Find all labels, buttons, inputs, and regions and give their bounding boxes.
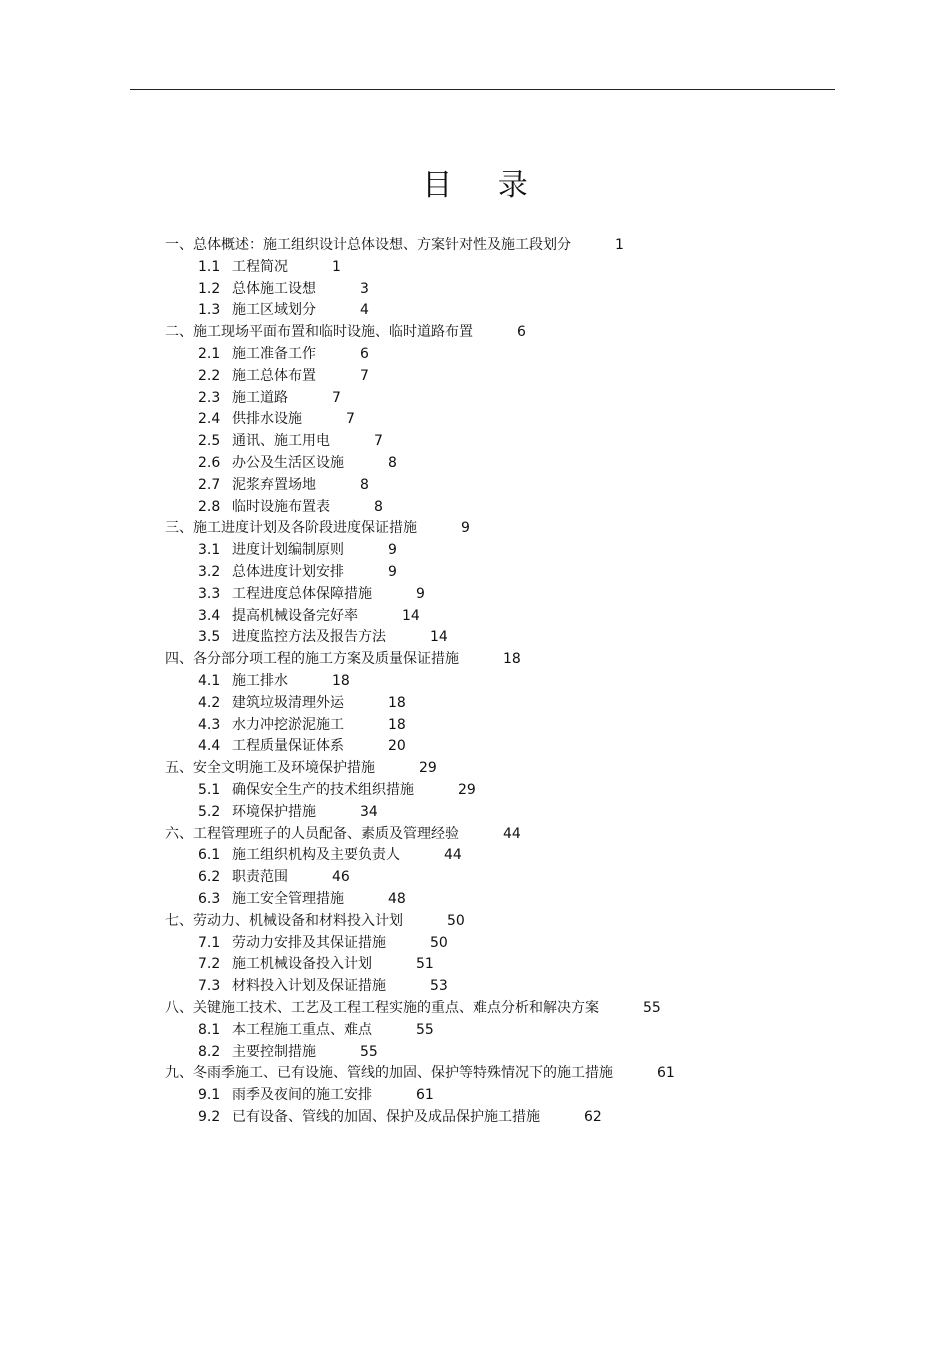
toc-entry-title: 二、施工现场平面布置和临时设施、临时道路布置	[165, 324, 473, 341]
toc-entry-title: 环境保护措施	[232, 803, 316, 820]
toc-entry-title: 九、冬雨季施工、已有设施、管线的加固、保护等特殊情况下的施工措施	[165, 1065, 613, 1082]
toc-page-number: 55	[416, 1021, 434, 1038]
toc-section-entry	[198, 802, 378, 822]
toc-entry-title: 七、劳动力、机械设备和材料投入计划	[165, 912, 403, 929]
toc-chapter-entry	[165, 911, 465, 931]
toc-page-number: 7	[332, 389, 341, 406]
toc-section-entry	[198, 475, 369, 495]
toc-entry-title: 工程简况	[232, 258, 288, 275]
toc-section-number: 1.2	[198, 280, 221, 297]
toc-section-number: 9.2	[198, 1109, 221, 1125]
toc-section-entry	[198, 780, 476, 800]
toc-page-number: 50	[447, 912, 465, 929]
toc-section-entry	[198, 344, 369, 364]
toc-section-number: 2.3	[198, 389, 221, 406]
toc-section-entry	[198, 409, 355, 429]
toc-page-number: 14	[402, 607, 420, 624]
toc-page-number: 55	[360, 1043, 378, 1060]
toc-entry-title: 施工总体布置	[232, 367, 316, 384]
toc-page-number: 7	[374, 433, 383, 450]
toc-chapter-entry	[165, 824, 521, 844]
toc-page-number: 46	[332, 869, 350, 886]
toc-section-number: 8.2	[198, 1043, 221, 1060]
toc-page-number: 1	[332, 258, 341, 275]
toc-section-number: 6.3	[198, 891, 221, 907]
toc-entry-title: 劳动力安排及其保证措施	[232, 934, 386, 951]
toc-section-entry	[198, 671, 350, 691]
toc-entry-title: 施工机械设备投入计划	[232, 956, 372, 973]
toc-section-entry	[198, 693, 406, 713]
toc-entry-title: 职责范围	[232, 869, 288, 886]
toc-section-number: 5.2	[198, 803, 221, 820]
toc-section-number: 2.7	[198, 476, 221, 493]
toc-section-number: 7.3	[198, 978, 221, 995]
toc-entry-title: 施工区域划分	[232, 302, 316, 319]
toc-section-number: 3.2	[198, 564, 221, 580]
toc-section-entry	[198, 540, 397, 560]
toc-entry-title: 材料投入计划及保证措施	[232, 978, 386, 995]
toc-page-number: 6	[360, 346, 369, 362]
toc-page-number: 9	[461, 520, 470, 537]
toc-page-number: 6	[517, 324, 526, 341]
toc-section-number: 2.1	[198, 346, 221, 362]
toc-page-number: 14	[430, 629, 448, 646]
toc-page-number: 29	[458, 782, 476, 798]
toc-section-entry	[198, 606, 420, 626]
toc-page-number: 18	[388, 694, 406, 711]
toc-page-number: 44	[503, 825, 521, 842]
toc-entry-title: 施工准备工作	[232, 346, 316, 362]
toc-page-number: 1	[615, 237, 624, 253]
toc-entry-title: 本工程施工重点、难点	[232, 1021, 372, 1038]
toc-entry-title: 已有设备、管线的加固、保护及成品保护施工措施	[232, 1109, 540, 1125]
toc-section-number: 7.2	[198, 956, 221, 973]
toc-entry-title: 办公及生活区设施	[232, 455, 344, 471]
toc-chapter-entry	[165, 235, 624, 255]
toc-section-number: 8.1	[198, 1021, 221, 1038]
toc-page-number: 9	[388, 564, 397, 580]
toc-page-number: 61	[657, 1065, 675, 1082]
toc-page-number: 7	[360, 367, 369, 384]
toc-page-number: 51	[416, 956, 434, 973]
toc-page-number: 48	[388, 891, 406, 907]
toc-section-number: 2.2	[198, 367, 221, 384]
toc-page-number: 18	[332, 673, 350, 689]
toc-chapter-entry	[165, 322, 526, 342]
toc-page-number: 20	[388, 738, 406, 755]
toc-section-number: 3.4	[198, 607, 221, 624]
toc-entry-title: 五、安全文明施工及环境保护措施	[165, 760, 375, 777]
toc-section-number: 3.1	[198, 542, 221, 559]
toc-page-number: 9	[416, 585, 425, 602]
toc-section-number: 9.1	[198, 1087, 221, 1104]
toc-page-number: 18	[503, 651, 521, 668]
toc-page-number: 50	[430, 934, 448, 951]
toc-page-number: 3	[360, 280, 369, 297]
toc-section-entry	[198, 562, 397, 582]
toc-entry-title: 八、关键施工技术、工艺及工程工程实施的重点、难点分析和解决方案	[165, 1000, 599, 1016]
toc-section-entry	[198, 715, 406, 735]
toc-section-number: 2.4	[198, 411, 221, 428]
toc-page-number: 34	[360, 803, 378, 820]
page-title: 目 录	[422, 168, 546, 203]
toc-section-entry	[198, 933, 448, 953]
toc-section-entry	[198, 300, 369, 320]
toc-section-number: 6.2	[198, 869, 221, 886]
toc-section-entry	[198, 845, 462, 865]
toc-entry-title: 水力冲挖淤泥施工	[232, 716, 344, 733]
toc-page-number: 9	[388, 542, 397, 559]
toc-section-number: 1.1	[198, 258, 221, 275]
toc-section-entry	[198, 954, 434, 974]
toc-entry-title: 一、总体概述：施工组织设计总体设想、方案针对性及施工段划分	[165, 237, 571, 253]
toc-entry-title: 确保安全生产的技术组织措施	[232, 782, 414, 798]
toc-chapter-entry	[165, 758, 437, 778]
toc-section-number: 4.3	[198, 716, 221, 733]
toc-section-entry	[198, 1042, 378, 1062]
toc-page-number: 7	[346, 411, 355, 428]
toc-section-entry	[198, 627, 448, 647]
toc-entry-title: 六、工程管理班子的人员配备、素质及管理经验	[165, 825, 459, 842]
toc-page-number: 62	[584, 1109, 602, 1125]
toc-chapter-entry	[165, 518, 470, 538]
toc-section-number: 6.1	[198, 847, 221, 864]
toc-section-number: 4.2	[198, 694, 221, 711]
toc-entry-title: 建筑垃圾清理外运	[232, 694, 344, 711]
toc-entry-title: 通讯、施工用电	[232, 433, 330, 450]
toc-entry-title: 总体施工设想	[232, 280, 316, 297]
toc-section-number: 5.1	[198, 782, 221, 798]
header-rule	[130, 89, 835, 90]
toc-section-entry	[198, 453, 397, 473]
toc-entry-title: 供排水设施	[232, 411, 302, 428]
toc-section-number: 3.5	[198, 629, 221, 646]
toc-section-entry	[198, 279, 369, 299]
toc-section-number: 2.5	[198, 433, 221, 450]
toc-page-number: 29	[419, 760, 437, 777]
toc-page-number: 55	[643, 1000, 661, 1016]
toc-entry-title: 工程质量保证体系	[232, 738, 344, 755]
toc-entry-title: 雨季及夜间的施工安排	[232, 1087, 372, 1104]
toc-entry-title: 提高机械设备完好率	[232, 607, 358, 624]
toc-entry-title: 施工道路	[232, 389, 288, 406]
toc-page-number: 44	[444, 847, 462, 864]
toc-section-number: 1.3	[198, 302, 221, 319]
toc-page-number: 8	[360, 476, 369, 493]
toc-section-entry	[198, 976, 448, 996]
toc-section-entry	[198, 889, 406, 909]
toc-entry-title: 四、各分部分项工程的施工方案及质量保证措施	[165, 651, 459, 668]
toc-section-number: 4.1	[198, 673, 221, 689]
toc-section-entry	[198, 388, 341, 408]
toc-chapter-entry	[165, 649, 521, 669]
toc-page-number: 18	[388, 716, 406, 733]
toc-section-entry	[198, 366, 369, 386]
toc-section-number: 4.4	[198, 738, 221, 755]
toc-section-number: 2.6	[198, 455, 221, 471]
toc-entry-title: 施工组织机构及主要负责人	[232, 847, 400, 864]
toc-page-number: 4	[360, 302, 369, 319]
toc-entry-title: 进度监控方法及报告方法	[232, 629, 386, 646]
toc-chapter-entry	[165, 998, 661, 1018]
toc-section-entry	[198, 1085, 434, 1105]
toc-section-entry	[198, 257, 341, 277]
toc-page-number: 8	[388, 455, 397, 471]
toc-section-entry	[198, 1020, 434, 1040]
toc-entry-title: 施工排水	[232, 673, 288, 689]
toc-section-entry	[198, 497, 383, 517]
toc-page-number: 61	[416, 1087, 434, 1104]
toc-entry-title: 施工安全管理措施	[232, 891, 344, 907]
toc-chapter-entry	[165, 1063, 675, 1083]
toc-entry-title: 三、施工进度计划及各阶段进度保证措施	[165, 520, 417, 537]
toc-section-number: 7.1	[198, 934, 221, 951]
toc-entry-title: 进度计划编制原则	[232, 542, 344, 559]
toc-page-number: 8	[374, 498, 383, 515]
toc-section-entry	[198, 584, 425, 604]
toc-section-entry	[198, 867, 350, 887]
toc-section-entry	[198, 736, 406, 756]
toc-section-entry	[198, 431, 383, 451]
toc-entry-title: 泥浆弃置场地	[232, 476, 316, 493]
toc-entry-title: 工程进度总体保障措施	[232, 585, 372, 602]
toc-entry-title: 主要控制措施	[232, 1043, 316, 1060]
toc-entry-title: 总体进度计划安排	[232, 564, 344, 580]
toc-entry-title: 临时设施布置表	[232, 498, 330, 515]
toc-section-number: 3.3	[198, 585, 221, 602]
toc-section-entry	[198, 1107, 602, 1127]
toc-page-number: 53	[430, 978, 448, 995]
toc-section-number: 2.8	[198, 498, 221, 515]
